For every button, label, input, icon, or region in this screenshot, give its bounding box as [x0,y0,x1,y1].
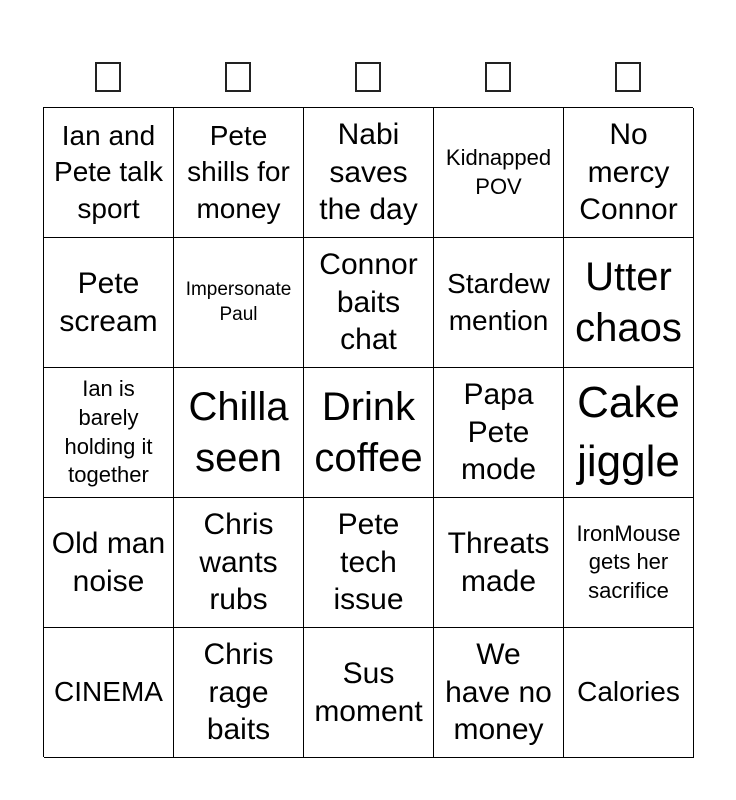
cell-label: Pete tech issue [333,508,404,617]
cell-label: Sus moment [314,657,423,728]
bingo-cell-r3-c1[interactable] [44,368,174,498]
bingo-header [43,52,693,102]
column-5-header [563,52,693,102]
bingo-cell-r4-c3[interactable] [304,498,434,628]
cell-label: Chilla seen [188,384,289,480]
cell-label: Old man noise [51,527,166,598]
bingo-cell-r3-c4[interactable] [434,368,564,498]
cell-label: Kidnapped POV [445,144,552,199]
bingo-cell-r1-c3[interactable] [304,108,434,238]
cell-label: Ian and Pete talk sport [54,119,163,224]
cell-label: Utter chaos [575,254,682,350]
bingo-cell-r3-c2[interactable] [174,368,304,498]
cell-label: CINEMA [54,676,163,708]
cell-label: Drink coffee [314,384,423,480]
cell-label: Papa Pete mode [460,378,537,487]
cell-label: Nabi saves the day [319,118,418,227]
blank-glyph-box-icon [355,62,381,92]
column-1-header [43,52,173,102]
bingo-cell-r4-c4[interactable] [434,498,564,628]
cell-label: We have no money [445,638,552,747]
bingo-cell-r4-c1[interactable] [44,498,174,628]
column-4-header [433,52,563,102]
cell-label: IronMouse gets her sacrifice [576,520,681,603]
blank-glyph-box-icon [95,62,121,92]
bingo-cell-r2-c4[interactable] [434,238,564,368]
bingo-cell-r1-c4[interactable] [434,108,564,238]
bingo-cell-r2-c3[interactable] [304,238,434,368]
cell-label: Chris rage baits [203,638,274,747]
cell-label: Chris wants rubs [199,508,278,617]
bingo-cell-r4-c5[interactable] [564,498,694,628]
bingo-cell-r1-c2[interactable] [174,108,304,238]
bingo-cell-r5-c3[interactable] [304,628,434,758]
bingo-cell-r1-c1[interactable] [44,108,174,238]
cell-label: Impersonate Paul [185,278,292,325]
blank-glyph-box-icon [485,62,511,92]
bingo-cell-r3-c5[interactable] [564,368,694,498]
cell-label: Stardew mention [447,268,550,336]
blank-glyph-box-icon [225,62,251,92]
bingo-cell-r5-c5[interactable] [564,628,694,758]
column-2-header [173,52,303,102]
cell-label: Cake jiggle [577,378,680,486]
cell-label: Calories [577,676,680,708]
bingo-cell-r5-c2[interactable] [174,628,304,758]
cell-label: Ian is barely holding it together [64,376,153,488]
cell-label: Threats made [447,527,550,598]
bingo-cell-r1-c5[interactable] [564,108,694,238]
bingo-cell-r5-c4[interactable] [434,628,564,758]
cell-label: No mercy Connor [579,118,678,227]
bingo-cell-r3-c3[interactable] [304,368,434,498]
bingo-board [43,107,693,757]
column-3-header [303,52,433,102]
blank-glyph-box-icon [615,62,641,92]
bingo-cell-r2-c2[interactable] [174,238,304,368]
bingo-cell-r4-c2[interactable] [174,498,304,628]
cell-label: Pete shills for money [187,119,290,224]
cell-label: Pete scream [59,267,158,338]
bingo-cell-r2-c5[interactable] [564,238,694,368]
bingo-cell-r2-c1[interactable] [44,238,174,368]
bingo-cell-r5-c1[interactable] [44,628,174,758]
cell-label: Connor baits chat [319,248,418,357]
